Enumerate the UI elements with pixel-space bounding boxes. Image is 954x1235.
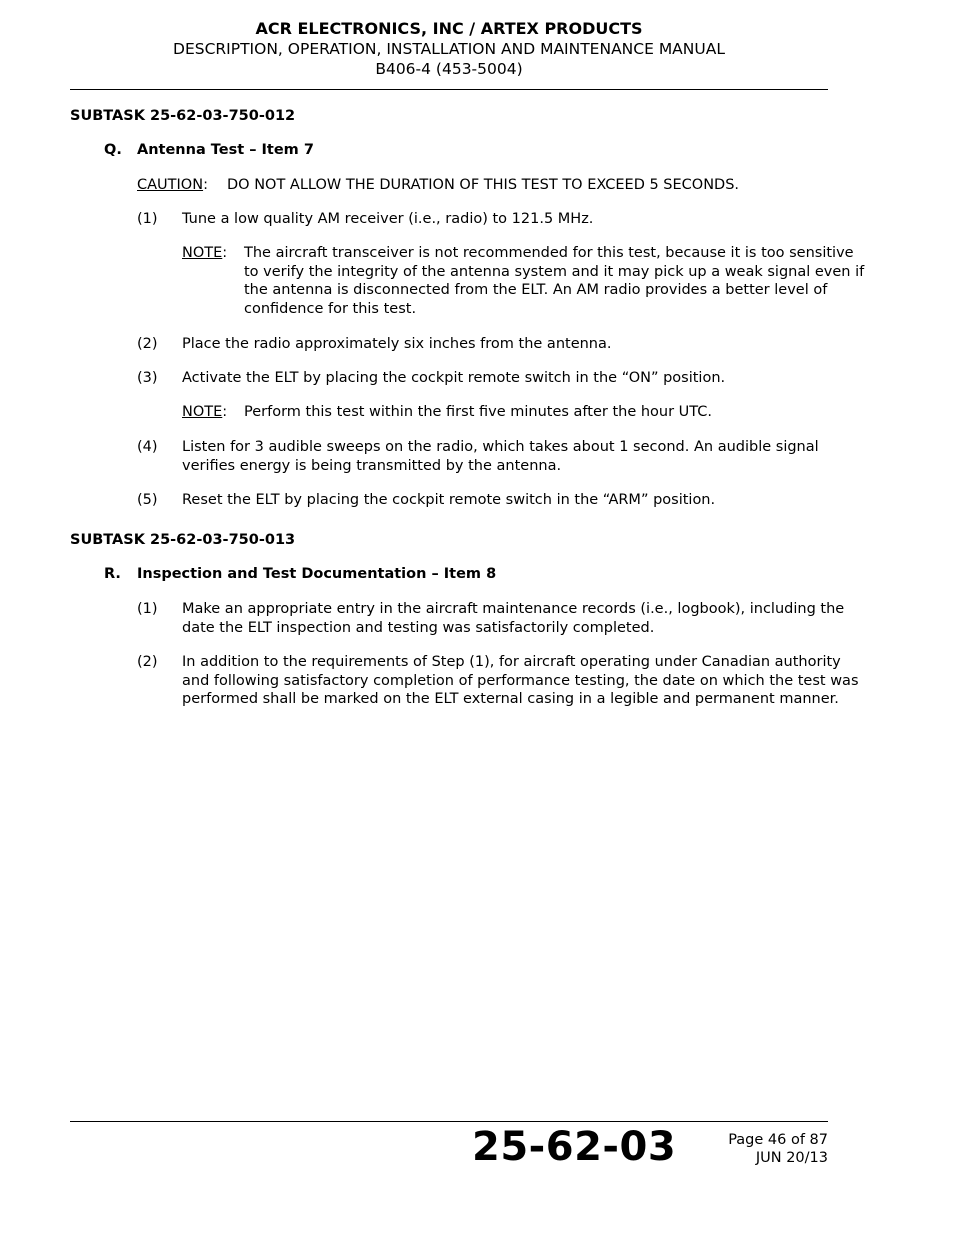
- step-text: [182, 438, 819, 475]
- revision-date: JUN 20/13: [755, 1150, 828, 1166]
- note-colon: :: [222, 404, 228, 420]
- company-name: ACR ELECTRONICS, INC / ARTEX PRODUCTS: [255, 19, 643, 38]
- note-label-text: NOTE: [182, 404, 223, 420]
- caution-label-text: CAUTION: [137, 177, 204, 193]
- step-text: Reset the ELT by placing the cockpit remote switch in the “ARM” position.: [182, 492, 716, 508]
- step-number: (1): [137, 211, 158, 227]
- note-label: [182, 403, 227, 422]
- step-text: [182, 653, 859, 709]
- step-number: (5): [137, 492, 158, 508]
- document-header: [70, 19, 828, 79]
- chapter-code: 25-62-03: [472, 1124, 677, 1170]
- caution-text: DO NOT ALLOW THE DURATION OF THIS TEST TO EXCEED 5 SECONDS.: [227, 177, 740, 193]
- note-colon: :: [222, 245, 228, 261]
- note-line: the antenna is disconnected from the ELT. An AM radio provides a better level of: [244, 282, 828, 299]
- step-number: (3): [137, 370, 158, 386]
- model-number: B406-4 (453-5004): [375, 60, 523, 78]
- step-line: date the ELT inspection and testing was satisfactorily completed.: [182, 619, 655, 636]
- step-line: and following satisfactory completion of performance testing, the date on which the test was: [182, 672, 859, 689]
- note-label-text: NOTE: [182, 245, 223, 261]
- step-text: Place the radio approximately six inches from the antenna.: [182, 336, 612, 352]
- page-number: Page 46 of 87: [728, 1132, 828, 1148]
- step-line: verifies energy is being transmitted by the antenna.: [182, 457, 562, 474]
- step-line: Make an appropriate entry in the aircraft maintenance records (i.e., logbook), including the: [182, 601, 845, 617]
- note-label: [182, 244, 227, 263]
- step-number: (1): [137, 601, 158, 617]
- step-text: Activate the ELT by placing the cockpit remote switch in the “ON” position.: [182, 370, 726, 386]
- note-line: to verify the integrity of the antenna system and it may pick up a weak signal even if: [244, 263, 865, 280]
- section-letter: Q.: [104, 142, 122, 158]
- footer-divider: [70, 1121, 828, 1122]
- subtask-heading: SUBTASK 25-62-03-750-013: [70, 532, 296, 548]
- step-line: performed shall be marked on the ELT external casing in a legible and permanent manner.: [182, 691, 839, 708]
- manual-title: DESCRIPTION, OPERATION, INSTALLATION AND MAINTENANCE MANUAL: [173, 40, 725, 58]
- step-number: (2): [137, 654, 158, 670]
- step-text: [182, 600, 844, 637]
- note-text: Perform this test within the first five minutes after the hour UTC.: [244, 404, 713, 420]
- step-number: (4): [137, 439, 158, 455]
- subtask-heading: SUBTASK 25-62-03-750-012: [70, 108, 296, 124]
- caution-colon: :: [203, 177, 208, 193]
- caution-label: [137, 176, 208, 195]
- note-line: The aircraft transceiver is not recommended for this test, because it is too sensitive: [244, 245, 854, 261]
- section-title: Antenna Test – Item 7: [137, 142, 314, 158]
- note-text: [244, 244, 865, 319]
- note-line: confidence for this test.: [244, 301, 417, 318]
- step-line: In addition to the requirements of Step (1), for aircraft operating under Canadian authority: [182, 654, 841, 670]
- step-text: Tune a low quality AM receiver (i.e., radio) to 121.5 MHz.: [182, 211, 594, 227]
- step-number: (2): [137, 336, 158, 352]
- section-letter: R.: [104, 566, 121, 582]
- step-line: Listen for 3 audible sweeps on the radio, which takes about 1 second. An audible signal: [182, 439, 819, 455]
- header-divider: [70, 89, 828, 90]
- page-info: [728, 1131, 828, 1167]
- section-title: Inspection and Test Documentation – Item 8: [137, 566, 497, 582]
